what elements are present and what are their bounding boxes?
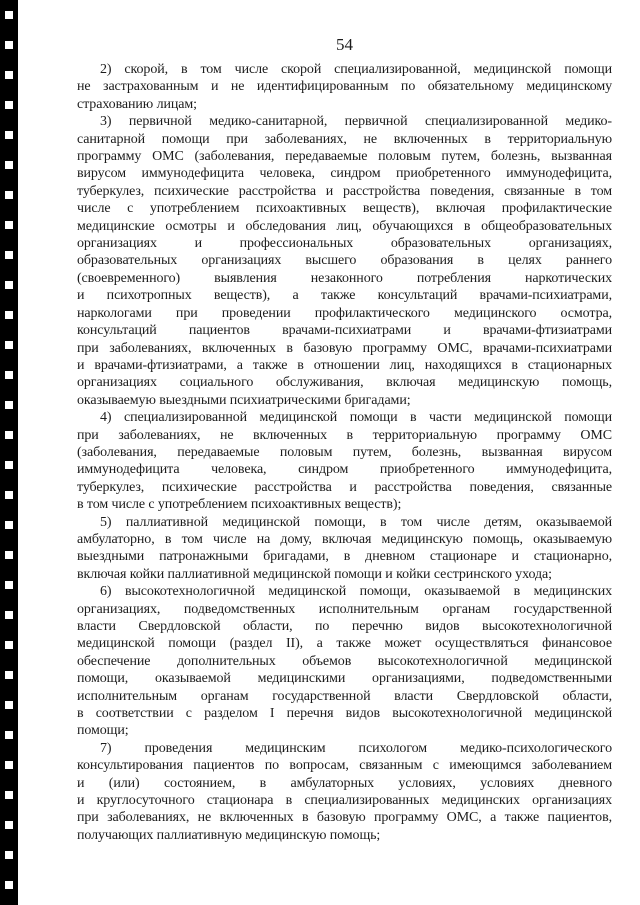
strip-mark: [5, 611, 13, 619]
text-line: получающих паллиативную медицинскую помощь;: [77, 827, 381, 843]
strip-mark: [5, 131, 13, 139]
strip-mark: [5, 821, 13, 829]
strip-mark: [5, 401, 13, 409]
paragraph: [77, 113, 612, 409]
text-line: вирусом иммунодефицита человека, синдром приобретенного иммунодефицита,: [77, 166, 612, 182]
text-line: при заболеваниях, не включенных в территориальную программу ОМС: [77, 427, 612, 443]
text-line: в том числе с употреблением психоактивных веществ);: [77, 497, 402, 513]
strip-mark: [5, 71, 13, 79]
strip-mark: [5, 191, 13, 199]
text-line: 3) первичной медико-санитарной, первичной специализированной медико-: [100, 114, 612, 130]
text-line: санитарной помощи при заболеваниях, не включенных в территориальную: [77, 131, 612, 147]
strip-mark: [5, 311, 13, 319]
text-line: консультирования пациентов по вопросам, связанным с имеющимся заболеванием: [77, 758, 612, 774]
strip-mark: [5, 761, 13, 769]
text-line: оказываемую выездными психиатрическими бригадами;: [77, 392, 411, 408]
text-line: включая койки паллиативной медицинской помощи и койки сестринского ухода;: [77, 566, 552, 582]
text-line: 6) высокотехнологичной медицинской помощи, оказываемой в медицинских: [100, 584, 612, 600]
text-line: 2) скорой, в том числе скорой специализированной, медицинской помощи: [100, 62, 612, 77]
strip-mark: [5, 701, 13, 709]
strip-mark: [5, 161, 13, 169]
text-line: 5) паллиативной медицинской помощи, в том числе детям, оказываемой: [100, 514, 612, 530]
strip-mark: [5, 101, 13, 109]
strip-mark: [5, 371, 13, 379]
strip-mark: [5, 281, 13, 289]
text-line: организациях, подведомственных исполнительным органам государственной: [77, 601, 612, 617]
text-line: и круглосуточного стационара в специализированных медицинских организациях: [77, 793, 612, 809]
text-line: (своевременного) выявления незаконного потребления наркотических: [77, 270, 612, 286]
strip-mark: [5, 671, 13, 679]
strip-mark: [5, 11, 13, 19]
text-line: образовательных организациях высшего образования в целях раннего: [77, 253, 612, 269]
text-line: при заболеваниях, не включенных в базовую программу ОМС, а также пациентов,: [77, 810, 612, 826]
strip-mark: [5, 851, 13, 859]
document-body: [77, 61, 612, 844]
text-line: и врачами-фтизиатрами, а также в отношении лиц, находящихся в стационарных: [77, 357, 612, 373]
text-line: программу ОМС (заболевания, передаваемые половым путем, болезнь, вызванная: [77, 149, 612, 165]
text-line: при заболеваниях, включенных в базовую программу ОМС, врачами-психиатрами: [77, 340, 612, 356]
paragraph: [77, 409, 612, 513]
text-line: исполнительным органам государственной власти Свердловской области,: [77, 688, 612, 704]
strip-mark: [5, 461, 13, 469]
text-line: обеспечение дополнительных объемов высокотехнологичной медицинской: [77, 653, 612, 669]
text-line: страхованию лицам;: [77, 96, 197, 112]
text-line: туберкулез, психические расстройства и расстройства поведения, связанные: [77, 479, 612, 495]
text-line: помощи;: [77, 723, 129, 739]
text-line: организациях и профессиональных образовательных организациях,: [77, 236, 612, 252]
text-line: не застрахованным и не идентифицированным по обязательному медицинскому: [77, 79, 612, 95]
strip-mark: [5, 221, 13, 229]
text-line: консультаций пациентов врачами-психиатрами и врачами-фтизиатрами: [77, 323, 612, 339]
left-edge-marking-strip: [0, 0, 18, 905]
strip-mark: [5, 341, 13, 349]
strip-mark: [5, 521, 13, 529]
paragraph: [77, 740, 612, 844]
text-line: иммунодефицита человека, синдром приобретенного иммунодефицита,: [77, 462, 612, 478]
text-line: числе с употреблением психоактивных веществ), включая профилактические: [77, 201, 612, 217]
strip-mark: [5, 791, 13, 799]
text-line: выездными патронажными бригадами, в дневном стационаре и стационарно,: [77, 549, 612, 565]
strip-mark: [5, 251, 13, 259]
text-line: медицинские осмотры и обследования лиц, обучающихся в общеобразовательных: [77, 218, 612, 234]
text-line: 7) проведения медицинским психологом медико-психологического: [100, 740, 612, 756]
strip-mark: [5, 41, 13, 49]
paragraph: [77, 61, 612, 113]
text-line: амбулаторно, в том числе на дому, включая медицинскую помощь, оказываемую: [77, 531, 612, 547]
text-line: туберкулез, психические расстройства и расстройства поведения, связанные в том: [77, 183, 612, 199]
text-line: помощи, оказываемой медицинскими организациями, подведомственными: [77, 671, 612, 687]
text-line: (заболевания, передаваемые половым путем, болезнь, вызванная вирусом: [77, 444, 612, 460]
strip-mark: [5, 551, 13, 559]
page-number: 54: [336, 35, 353, 54]
paragraph: [77, 583, 612, 740]
strip-mark: [5, 491, 13, 499]
text-line: медицинской помощи (раздел II), а также может осуществляться финансовое: [77, 636, 612, 652]
paragraph: [77, 514, 612, 584]
text-line: в соответствии с разделом I перечня видов высокотехнологичной медицинской: [77, 706, 612, 722]
text-line: власти Свердловской области, по перечню видов высокотехнологичной: [77, 619, 612, 634]
strip-mark: [5, 581, 13, 589]
strip-mark: [5, 431, 13, 439]
text-line: наркологами при проведении профилактического медицинского осмотра,: [77, 305, 612, 321]
text-line: и (или) состоянием, в амбулаторных условиях, условиях дневного: [77, 775, 612, 791]
text-line: 4) специализированной медицинской помощи в части медицинской помощи: [100, 410, 612, 426]
strip-mark: [5, 881, 13, 889]
text-line: организациях социального обслуживания, включая медицинскую помощь,: [77, 375, 612, 391]
strip-mark: [5, 731, 13, 739]
strip-mark: [5, 641, 13, 649]
text-line: и психотропных веществ), а также консультаций врачами-психиатрами,: [77, 288, 612, 304]
